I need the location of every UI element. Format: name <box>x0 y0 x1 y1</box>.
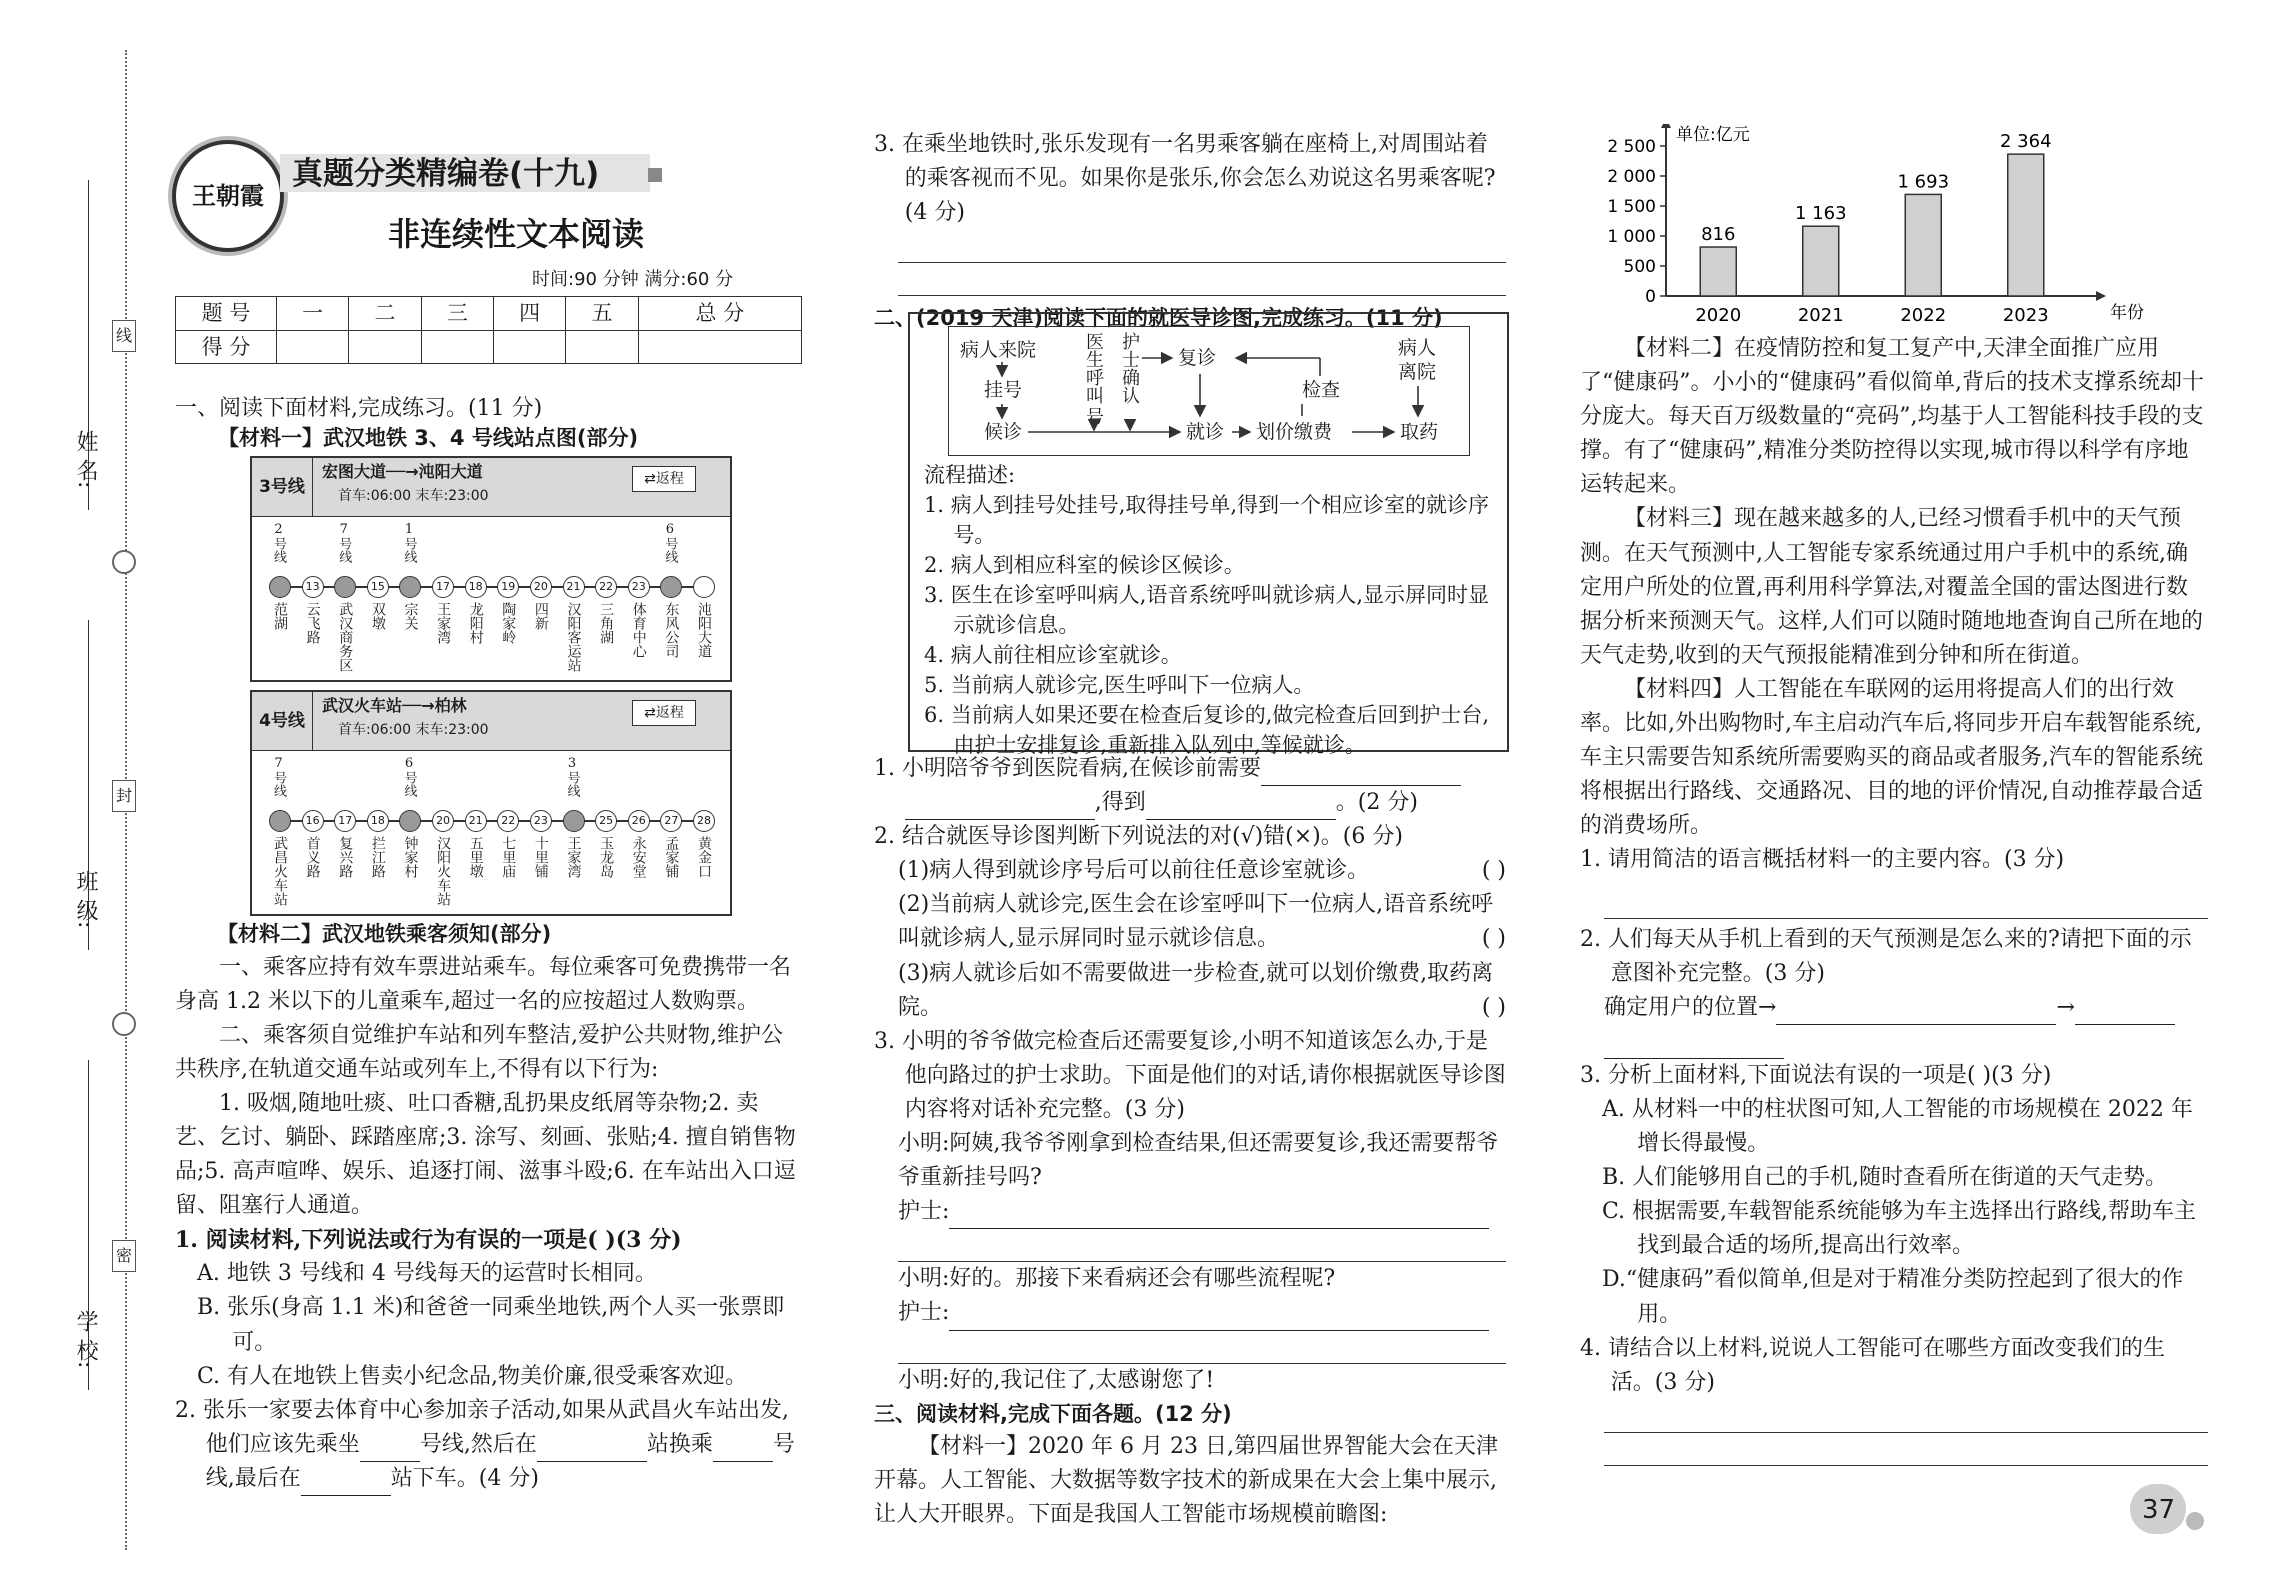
station-marker: 23 <box>530 810 552 832</box>
line3-map <box>250 456 732 682</box>
flow-medicine: 取药 <box>1400 421 1439 443</box>
s3-q3-option-b[interactable]: B. 人们能够用自己的手机,随时查看所在街道的天气走势。 <box>1602 1165 2168 1191</box>
return-icon: ⇄ <box>644 705 656 721</box>
station-marker: 21 <box>563 576 585 598</box>
col2 <box>874 128 1506 335</box>
score-cell[interactable] <box>493 330 565 364</box>
y-tick-label: 1 000 <box>1607 227 1656 247</box>
s3-q2-flow-2 <box>1580 1025 2208 1059</box>
s2-nurse-2-line-2[interactable] <box>898 1331 1506 1364</box>
score-row-label: 得 分 <box>176 330 277 364</box>
line4-name: 4号线 <box>252 692 313 750</box>
station-name: 首义路 <box>304 836 321 878</box>
station-marker: 15 <box>367 576 389 598</box>
station-marker: 20 <box>432 810 454 832</box>
score-cell[interactable] <box>421 330 493 364</box>
s1-m2-p3: 1. 吸烟,随地吐痰、吐口香糖,乱扔果皮纸屑等杂物;2. 卖艺、乞讨、躺卧、踩踏座席;3. 涂写、刻画、张贴;4. 擅自销售物品;5. 高声喧哗、娱乐、追逐打闹、滋事斗殴;6. 在车站出入口逗留、阻塞行人通道。 <box>175 1090 796 1219</box>
s1-q1: 1. 阅读材料,下列说法或行为有误的一项是( )(3 分) <box>175 1227 682 1254</box>
station-marker: 25 <box>595 810 617 832</box>
y-tick-label: 0 <box>1645 287 1656 307</box>
transfer-line-label: 7号线 <box>336 522 352 563</box>
s1-q1-option-c[interactable]: C. 有人在地铁上售卖小纪念品,物美价廉,很受乘客欢迎。 <box>197 1363 748 1389</box>
station-name: 汉阳客运站 <box>565 602 582 672</box>
s2-desc-5: 5. 当前病人就诊完,医生呼叫下一位病人。 <box>924 673 1315 697</box>
page-number-dot <box>2186 1512 2204 1530</box>
station-marker: 27 <box>660 810 682 832</box>
s3-q3-option-a[interactable]: A. 从材料一中的柱状图可知,人工智能的市场规模在 2022 年增长得最慢。 <box>1602 1096 2193 1157</box>
station-name: 钟家村 <box>402 836 419 878</box>
bar <box>1700 247 1736 296</box>
section1-title: 一、阅读下面材料,完成练习。(11 分) <box>175 396 543 421</box>
station-marker <box>334 576 356 598</box>
station-marker: 18 <box>367 810 389 832</box>
binding-ornament-1 <box>112 550 136 574</box>
station-marker <box>269 810 291 832</box>
s1-q2-c: 站换乘 <box>646 1431 713 1457</box>
station-name: 玉龙岛 <box>598 836 615 878</box>
score-table <box>175 296 802 364</box>
station-name: 范湖 <box>272 602 288 630</box>
score-cell[interactable] <box>566 330 638 364</box>
col3 <box>1580 332 2208 1466</box>
section3-title: 三、阅读材料,完成下面各题。(12 分) <box>874 1401 1232 1426</box>
school-label: 学 校: <box>73 1310 99 1369</box>
flow-nurse: 护士确认 <box>1119 332 1140 404</box>
s2-q1-blank-1[interactable] <box>1261 761 1461 786</box>
station-marker <box>693 576 715 598</box>
s1-q2-a: 2. 张乐一家要去体育中心参加亲子活动,如果从武昌火车站出发,他们应该先乘坐 <box>175 1397 789 1457</box>
station-marker: 21 <box>465 810 487 832</box>
flow-arrive: 病人来院 <box>960 339 1037 361</box>
s2-q3: 3. 小明的爷爷做完检查后还需要复诊,小明不知道该怎么办,于是他向路过的护士求助。下面是他们的对话,请你根据就医导诊图内容将对话补充完整。(3 分) <box>874 1028 1506 1122</box>
y-tick-label: 1 500 <box>1607 197 1656 217</box>
station-name: 孟家铺 <box>663 836 680 878</box>
station-marker: 18 <box>465 576 487 598</box>
flow-check: 检查 <box>1302 379 1341 401</box>
s3-q2-blank-3[interactable] <box>1604 1034 1784 1059</box>
s2-q1-b: ,得到 <box>1094 790 1146 816</box>
station-name: 王家湾 <box>435 602 452 644</box>
x-tick-label: 2020 <box>1695 305 1742 326</box>
transfer-line-label: 3号线 <box>564 756 580 797</box>
s1-m2-p1: 一、乘客应持有效车票进站乘车。每位乘客可免费携带一名身高 1.2 米以下的儿童乘车,超过一名的应按超过人数购票。 <box>175 954 792 1014</box>
ai-market-bar-chart <box>1580 124 2220 330</box>
s3-q2-flow <box>1580 991 2208 1025</box>
s2-q2-3-text: (3)病人就诊后如不需要做进一步检查,就可以划价缴费,取药离院。 <box>898 960 1494 1020</box>
score-cell[interactable] <box>349 330 421 364</box>
station-name: 武昌火车站 <box>272 836 288 906</box>
s3-q3: 3. 分析上面材料,下面说法有误的一项是( )(3 分) <box>1580 1062 2052 1088</box>
station-name: 陶家岭 <box>500 602 517 644</box>
s3-q4: 4. 请结合以上材料,说说人工智能可在哪些方面改变我们的生活。(3 分) <box>1580 1335 2165 1395</box>
s2-questions <box>874 752 1506 1532</box>
s3-q4-answer-line-2[interactable] <box>1604 1433 2208 1466</box>
transfer-line-label: 2号线 <box>271 522 286 563</box>
flow-hao: 号 <box>1086 407 1104 428</box>
flow-register: 挂号 <box>984 379 1023 401</box>
x-axis-title: 年份 <box>2110 303 2144 323</box>
station-name: 三角湖 <box>598 602 615 644</box>
series-title-dots <box>648 168 662 182</box>
score-head-5: 五 <box>566 297 638 331</box>
bar <box>1905 194 1941 296</box>
flow-leave: 病人离院 <box>1398 337 1437 383</box>
s2-desc-6: 6. 当前病人如果还要在检查后复诊的,做完检查后回到护士台,由护士安排复诊,重新排入队列中,等候就诊。 <box>924 703 1490 757</box>
y-axis-arrow <box>1661 124 1671 128</box>
score-head-4: 四 <box>493 297 565 331</box>
return-icon: ⇄ <box>644 471 656 487</box>
x-tick-label: 2022 <box>1900 305 1947 326</box>
s2-q1 <box>874 752 1506 820</box>
class-label: 班 级: <box>73 870 99 929</box>
logo-text: 王朝霞 <box>192 181 264 210</box>
station-marker <box>399 810 421 832</box>
station-name: 龙阳村 <box>467 602 484 644</box>
s1-q3-answer-line-2[interactable] <box>898 263 1506 296</box>
flow-call: 医生呼叫 <box>1083 332 1104 404</box>
station-name: 宗关 <box>402 602 419 630</box>
s2-nurse-1-label: 护士: <box>898 1199 950 1225</box>
station-marker: 26 <box>628 810 650 832</box>
s3-m3: 【材料三】现在越来越多的人,已经习惯看手机中的天气预测。在天气预测中,人工智能专家系统通过用户手机中的系统,确定用户所处的位置,再利用科学算法,对覆盖全国的雷达图进行数据分析来预测天气。这样,人们可以随时随地地查询自己所在地的天气走势,收到的天气预报能精准到分钟和所在街道。 <box>1580 506 2203 668</box>
s2-d3: 小明:好的,我记住了,太感谢您了! <box>898 1367 1215 1393</box>
s2-q2: 2. 结合就医导诊图判断下列说法的对(√)错(×)。(6 分) <box>874 824 1403 850</box>
station-name: 十里铺 <box>532 836 549 878</box>
s1-q2 <box>175 1394 800 1496</box>
line4-map <box>250 690 732 916</box>
s3-q2-blank-2[interactable] <box>2075 1000 2175 1025</box>
score-cell[interactable] <box>277 330 349 364</box>
exam-meta: 时间:90 分钟 满分:60 分 <box>532 269 734 290</box>
station-marker: 16 <box>302 810 324 832</box>
s2-flow-desc <box>924 460 1496 760</box>
logo-badge <box>172 140 284 252</box>
flow-review: 复诊 <box>1178 347 1217 369</box>
station-name: 七里庙 <box>500 836 517 878</box>
score-head-label: 题 号 <box>176 297 277 331</box>
s3-m4: 【材料四】人工智能在车联网的运用将提高人们的出行效率。比如,外出购物时,车主启动汽车后,将同步开启车载智能系统,车主只需要告知系统所需要购买的商品或者服务,汽车的智能系统将根据出行路线、交通路况、目的地的评价情况,自动推荐最合适的消费场所。 <box>1580 676 2203 839</box>
bar <box>2008 154 2044 296</box>
section2-title: 二、(2019 天津)阅读下面的就医导诊图,完成练习。(11 分) <box>874 306 1443 331</box>
transfer-line-label: 7号线 <box>271 756 286 797</box>
binding-mark-xian: 线 <box>112 320 136 352</box>
flow-visit: 就诊 <box>1186 421 1225 443</box>
line3-route: 宏图大道──→沌阳大道 <box>322 462 483 481</box>
station-marker: 13 <box>302 576 324 598</box>
station-marker: 22 <box>595 576 617 598</box>
bar-value-label: 1 163 <box>1794 203 1847 225</box>
s2-desc-title: 流程描述: <box>924 463 1016 487</box>
s2-q1-a: 1. 小明陪爷爷到医院看病,在候诊前需要 <box>874 756 1261 781</box>
line3-times: 首车:06:00 末车:23:00 <box>338 488 489 504</box>
s3-q2-start: 确定用户的位置→ <box>1604 994 1777 1020</box>
s2-nurse-2 <box>874 1296 1506 1330</box>
s2-flow-box <box>908 312 1509 757</box>
s2-q2-1 <box>874 854 1506 888</box>
s1-m2-title: 【材料二】武汉地铁乘客须知(部分) <box>217 922 552 946</box>
station-marker <box>399 576 421 598</box>
s1-q2-blank-4[interactable] <box>301 1471 391 1496</box>
line4-return-label: 返程 <box>655 705 684 721</box>
station-name: 王家湾 <box>565 836 582 878</box>
bar-value-label: 1 693 <box>1897 171 1950 193</box>
station-name: 四新 <box>532 602 549 630</box>
flow-pay: 划价缴费 <box>1256 421 1333 443</box>
line4-return-button[interactable] <box>632 700 696 726</box>
station-marker: 28 <box>693 810 715 832</box>
bar-value-label: 816 <box>1701 224 1736 246</box>
s2-desc-4: 4. 病人前往相应诊室就诊。 <box>924 643 1182 667</box>
x-tick-label: 2021 <box>1797 305 1844 326</box>
s2-q2-1-text: (1)病人得到就诊序号后可以前往任意诊室就诊。 <box>898 858 1370 884</box>
station-name: 汉阳火车站 <box>435 836 452 906</box>
s2-d2: 小明:好的。那接下来看病还会有哪些流程呢? <box>898 1266 1336 1292</box>
page-number: 37 <box>2142 1495 2176 1525</box>
s2-desc-2: 2. 病人到相应科室的候诊区候诊。 <box>924 553 1245 577</box>
s3-q1: 1. 请用简洁的语言概括材料一的主要内容。(3 分) <box>1580 847 2065 873</box>
station-name: 体育中心 <box>630 602 647 658</box>
score-cell[interactable] <box>638 330 801 364</box>
s3-q4-answer-line-1[interactable] <box>1604 1400 2208 1433</box>
line4-times: 首车:06:00 末车:23:00 <box>338 722 489 738</box>
station-name: 双墩 <box>369 602 386 630</box>
s1-q3: 3. 在乘坐地铁时,张乐发现有一名男乘客躺在座椅上,对周围站着的乘客视而不见。如果你是张乐,你会怎么劝说这名男乘客呢?(4 分) <box>874 132 1496 226</box>
s2-q1-blank-2[interactable] <box>905 795 1095 820</box>
bar <box>1803 226 1839 296</box>
x-tick-label: 2023 <box>2002 305 2049 326</box>
s2-nurse-2-label: 护士: <box>898 1300 950 1326</box>
station-marker: 20 <box>530 576 552 598</box>
station-marker <box>660 576 682 598</box>
s3-q2-blank-1[interactable] <box>1776 1000 2056 1025</box>
flow-wait: 候诊 <box>984 421 1023 443</box>
s2-d1: 小明:阿姨,我爷爷刚拿到检查结果,但还需要复诊,我还需要帮爷爷重新挂号吗? <box>898 1131 1499 1191</box>
s2-q2-1-paren[interactable]: ( ) <box>1481 858 1506 884</box>
s2-desc-1: 1. 病人到挂号处挂号,取得挂号单,得到一个相应诊室的就诊序号。 <box>924 493 1490 547</box>
y-tick-label: 500 <box>1623 257 1656 277</box>
s2-q2-2 <box>874 888 1506 956</box>
s2-q1-c: 。(2 分) <box>1335 790 1418 816</box>
binding-mark-feng: 封 <box>112 780 136 812</box>
station-marker <box>563 810 585 832</box>
s2-q2-2-text: (2)当前病人就诊完,医生会在诊室呼叫下一位病人,语音系统呼叫就诊病人,显示屏同时显示就诊信息。 <box>898 892 1494 952</box>
transfer-line-label: 6号线 <box>662 522 678 563</box>
station-name: 拦江路 <box>369 836 386 878</box>
score-head-total: 总 分 <box>638 297 801 331</box>
station-name: 永安堂 <box>630 836 647 878</box>
s1-q2-e: 站下车。(4 分) <box>390 1465 539 1491</box>
s1-q2-blank-3[interactable] <box>713 1437 773 1462</box>
s3-q1-answer-line[interactable] <box>1604 878 2208 919</box>
line3-return-button[interactable] <box>632 466 696 492</box>
s1-q2-b: 号线,然后在 <box>419 1431 537 1457</box>
s1-q2-blank-2[interactable] <box>537 1437 647 1462</box>
s3-q3-option-c[interactable]: C. 根据需要,车载智能系统能够为车主选择出行路线,帮助车主找到最合适的场所,提高出行效率。 <box>1602 1199 2197 1259</box>
station-name: 沌阳大道 <box>696 602 712 658</box>
s1-col1-text <box>175 918 800 1496</box>
station-name: 黄金口 <box>696 836 712 878</box>
score-head-1: 一 <box>277 297 349 331</box>
station-marker: 22 <box>497 810 519 832</box>
transfer-line-label: 1号线 <box>401 522 417 563</box>
s1-q2-blank-1[interactable] <box>360 1437 420 1462</box>
station-name: 东风公司 <box>663 602 680 658</box>
x-axis-arrow <box>2096 291 2106 301</box>
station-marker: 17 <box>432 576 454 598</box>
s2-nurse-1 <box>874 1195 1506 1229</box>
s1-q2-d: 号线,最后在 <box>205 1431 795 1491</box>
station-marker: 17 <box>334 810 356 832</box>
line3-name: 3号线 <box>252 458 313 516</box>
s3-q3-option-d[interactable]: D.“健康码”看似简单,但是对于精准分类防控起到了很大的作用。 <box>1602 1267 2184 1327</box>
y-tick-label: 2 000 <box>1607 167 1656 187</box>
flow-arrows <box>910 314 1507 464</box>
bar-value-label: 2 364 <box>1999 131 2052 153</box>
s1-q1-option-a[interactable]: A. 地铁 3 号线和 4 号线每天的运营时长相同。 <box>197 1261 657 1287</box>
station-name: 五里墩 <box>467 836 484 878</box>
s2-q2-3-paren[interactable]: ( ) <box>1481 994 1506 1020</box>
s3-m1: 【材料一】2020 年 6 月 23 日,第四届世界智能大会在天津开幕。人工智能、大数据等数字技术的新成果在大会上集中展示,让人大开眼界。下面是我国人工智能市场规模前瞻图: <box>874 1434 1498 1528</box>
transfer-line-label: 6号线 <box>401 756 417 797</box>
s2-nurse-1-blank[interactable] <box>949 1204 1489 1229</box>
line3-return-label: 返程 <box>655 471 684 487</box>
s2-nurse-1-line-2[interactable] <box>898 1229 1506 1262</box>
score-head-3: 三 <box>421 297 493 331</box>
station-marker: 19 <box>497 576 519 598</box>
s2-desc-3: 3. 医生在诊室呼叫病人,语音系统呼叫就诊病人,显示屏同时显示就诊信息。 <box>924 583 1490 637</box>
y-tick-label: 2 500 <box>1607 137 1656 157</box>
station-marker <box>269 576 291 598</box>
series-title: 真题分类精编卷(十九) <box>292 156 600 192</box>
binding-mark-mi: 密 <box>112 1240 136 1272</box>
s1-q3-answer-line-1[interactable] <box>898 230 1506 263</box>
s1-m2-p2: 二、乘客须自觉维护车站和列车整洁,爱护公共财物,维护公共秩序,在轨道交通车站或列车上,不得有以下行为: <box>175 1022 783 1082</box>
s1-m1-title: 【材料一】武汉地铁 3、4 号线站点图(部分) <box>218 426 639 450</box>
station-name: 武汉商务区 <box>337 602 354 672</box>
page-subtitle: 非连续性文本阅读 <box>388 215 645 253</box>
station-name: 云飞路 <box>304 602 321 644</box>
s2-q2-2-paren[interactable]: ( ) <box>1481 926 1506 952</box>
score-head-2: 二 <box>349 297 421 331</box>
s1-q1-option-b[interactable]: B. 张乐(身高 1.1 米)和爸爸一同乘坐地铁,两个人买一张票即可。 <box>197 1295 785 1355</box>
s2-nurse-2-blank[interactable] <box>949 1305 1489 1330</box>
s3-q2-arrow: → <box>2056 994 2075 1020</box>
station-marker: 23 <box>628 576 650 598</box>
s3-m2: 【材料二】在疫情防控和复工复产中,天津全面推广应用了“健康码”。小小的“健康码”看似简单,背后的技术支撑系统却十分庞大。每天百万级数量的“亮码”,均基于人工智能科技手段的支撑。有了“健康码”,精准分类防控得以实现,城市得以科学有序地运转起来。 <box>1580 336 2204 498</box>
s2-q1-blank-3[interactable] <box>1146 795 1336 820</box>
station-name: 复兴路 <box>337 836 354 878</box>
line4-route: 武汉火车站──→柏林 <box>322 696 467 715</box>
name-label: 姓 名: <box>73 430 99 489</box>
y-axis-title: 单位:亿元 <box>1676 125 1750 145</box>
s2-q2-3 <box>874 957 1506 1025</box>
binding-ornament-2 <box>112 1012 136 1036</box>
s3-q2: 2. 人们每天从手机上看到的天气预测是怎么来的?请把下面的示意图补充完整。(3 分) <box>1580 926 2192 986</box>
